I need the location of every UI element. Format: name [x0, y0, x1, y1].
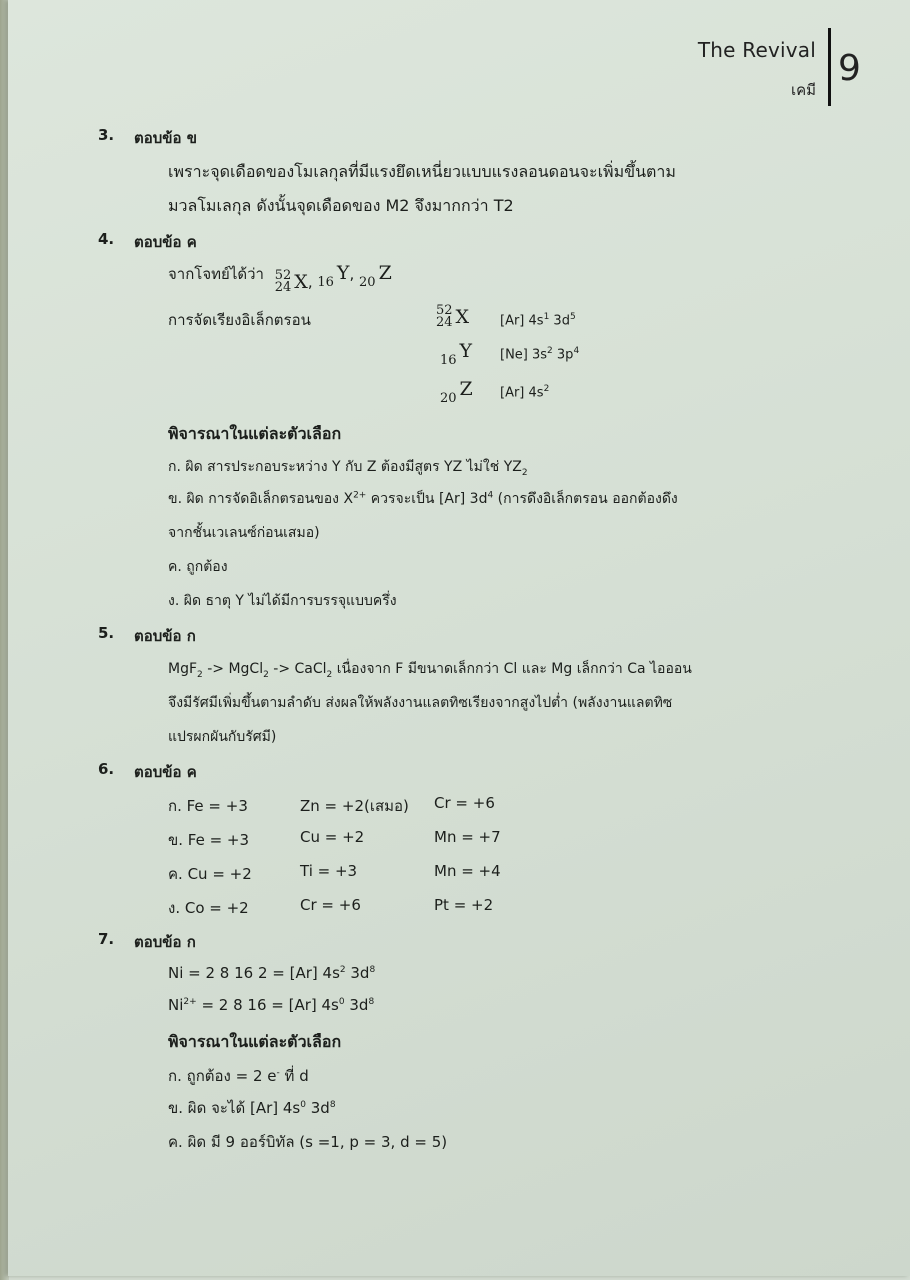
q5-line-2: จึงมีรัศมีเพิ่มขึ้นตามลำดับ ส่งผลให้พลังงานแลตทิซเรียงจากสูงไปต่ำ (พลังงานแลตทิซ — [168, 695, 673, 711]
q6-row-4-col-1: ง. Co = +2 — [168, 899, 249, 917]
config-x: 52 24 X — [436, 303, 470, 330]
y-symbol: Y — [336, 262, 350, 284]
q4-option-b-cont: จากชั้นเวเลนซ์ก่อนเสมอ) — [168, 525, 320, 541]
q4-consider-heading: พิจารณาในแต่ละตัวเลือก — [168, 424, 342, 443]
q7-ni2-config: $Ni^{2+} = 2$ 8 16 = [Ar] $4s^0$ $3d^8$ — [168, 996, 375, 1014]
q6-row-1-col-3: Cr = +6 — [434, 794, 495, 812]
q7-consider-heading: พิจารณาในแต่ละตัวเลือก — [168, 1032, 342, 1051]
nuclide-x: 52 24 X , — [274, 268, 313, 295]
q6-row-3-col-3: Mn = +4 — [434, 862, 501, 880]
q3-answer: ตอบข้อ ข — [134, 129, 198, 147]
config-z-value: [Ar] $4s^2$ — [500, 384, 550, 401]
q6-row-3-col-1: ค. Cu = +2 — [168, 865, 252, 883]
q5-answer: ตอบข้อ ก — [134, 627, 196, 645]
q3-line-1: เพราะจุดเดือดของโมเลกุลที่มีแรงยึดเหนี่ยวแบบแรงลอนดอนจะเพิ่มขึ้นตาม — [168, 162, 676, 181]
header-subject: เคมี — [790, 81, 816, 99]
header-divider — [828, 28, 831, 106]
page-number: 9 — [838, 48, 861, 89]
config-y: 16 Y — [440, 340, 473, 368]
q4-given: จากโจทย์ได้ว่า 52 24 X , 16 Y, 20 Z — [168, 262, 392, 295]
q4-option-d: ง. ผิด ธาตุ Y ไม่ได้มีการบรรจุแบบครึ่ง — [168, 593, 397, 609]
y-atomic-number: 16 — [317, 275, 334, 290]
q5-line-3: แปรผกผันกับรัศมี) — [168, 729, 277, 745]
q7-option-b: ข. ผิด จะได้ [Ar] $4s^0$ $3d^8$ — [168, 1099, 336, 1117]
config-z: 20 Z — [440, 378, 473, 406]
q6-row-2-col-2: Cu = +2 — [300, 828, 365, 846]
q6-row-1-col-2: Zn = +2(เสมอ) — [300, 797, 409, 815]
q7-answer: ตอบข้อ ก — [134, 933, 196, 951]
q6-number: 6. — [98, 760, 115, 778]
given-label: จากโจทย์ได้ว่า — [168, 265, 264, 283]
q7-ni-config: Ni = 2 8 16 2 = [Ar] $4s^2$ $3d^8$ — [168, 964, 376, 982]
z-atomic-number: 20 — [359, 275, 376, 290]
document-page — [8, 0, 910, 1276]
q6-answer: ตอบข้อ ค — [134, 763, 197, 781]
q6-row-3-col-2: Ti = +3 — [300, 862, 358, 880]
config-x-value: [Ar] $4s^1$ $3d^5$ — [500, 312, 576, 329]
header-title: The Revival — [697, 38, 816, 62]
q6-row-1-col-1: ก. Fe = +3 — [168, 797, 248, 815]
q6-row-2-col-1: ข. Fe = +3 — [168, 831, 250, 849]
q7-option-c: ค. ผิด มี 9 ออร์บิทัล (s =1, p = 3, d = 5) — [168, 1133, 448, 1151]
q5-line-1: MgF$_2$ -> MgCl$_2$ -> CaCl$_2$ เนื่องจาก F มีขนาดเล็กกว่า Cl และ Mg เล็กกว่า Ca ไอออน — [168, 661, 692, 680]
q4-option-b: ข. ผิด การจัดอิเล็กตรอนของ $X^{2+}$ ควรจะเป็น [Ar] $3d^4$ (การดึงอิเล็กตรอน ออกต้องดึง — [168, 490, 678, 507]
q4-number: 4. — [98, 230, 115, 248]
q5-number: 5. — [98, 624, 115, 642]
z-symbol: Z — [378, 262, 392, 284]
q6-row-4-col-2: Cr = +6 — [300, 896, 361, 914]
q4-option-c: ค. ถูกต้อง — [168, 559, 228, 575]
q4-answer: ตอบข้อ ค — [134, 233, 197, 251]
q7-option-a: ก. ถูกต้อง = 2 e- ที่ d — [168, 1067, 309, 1085]
q7-number: 7. — [98, 930, 115, 948]
q3-number: 3. — [98, 126, 115, 144]
q6-row-4-col-3: Pt = +2 — [434, 896, 494, 914]
config-y-value: [Ne] $3s^2$ $3p^4$ — [500, 346, 580, 363]
config-label: การจัดเรียงอิเล็กตรอน — [168, 311, 311, 329]
q4-option-a: ก. ผิด สารประกอบระหว่าง Y กับ Z ต้องมีสูตร YZ ไม่ใช่ $YZ_2$ — [168, 459, 528, 478]
q3-line-2: มวลโมเลกุล ดังนั้นจุดเดือดของ M2 จึงมากกว่า T2 — [168, 196, 514, 215]
q6-row-2-col-3: Mn = +7 — [434, 828, 501, 846]
